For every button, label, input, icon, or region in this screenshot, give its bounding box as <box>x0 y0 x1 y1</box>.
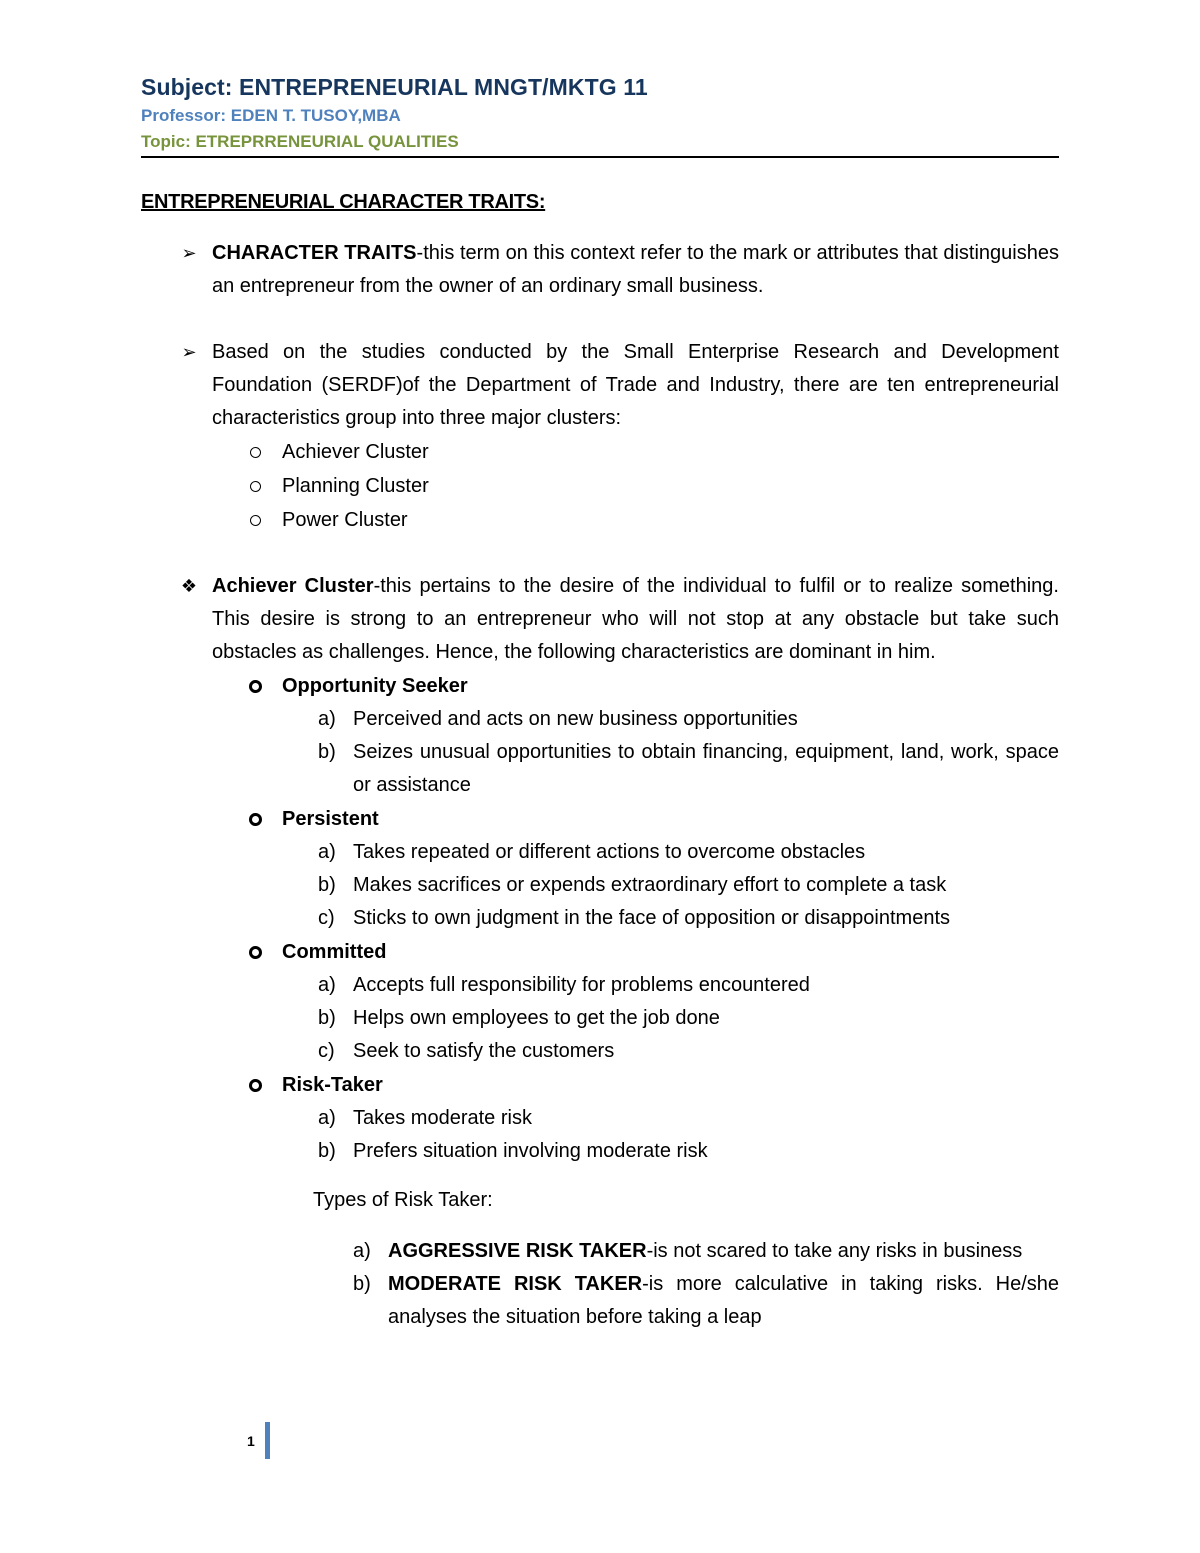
item-marker: b) <box>353 1273 371 1295</box>
item-text: Helps own employees to get the job done <box>353 1007 720 1029</box>
trait-item <box>141 902 1059 935</box>
circle-bullet-icon <box>245 935 265 969</box>
item-text: Accepts full responsibility for problems encountered <box>353 974 810 996</box>
risk-type-item <box>141 1235 1059 1268</box>
section-title: ENTREPRENEURIAL CHARACTER TRAITS: <box>141 191 546 213</box>
cluster-item <box>141 469 1059 503</box>
item-marker: a) <box>318 708 336 730</box>
item-marker: c) <box>318 1040 335 1062</box>
diamond-bullet-icon: ❖ <box>180 576 198 596</box>
trait-item <box>141 1102 1059 1135</box>
item-text: Perceived and acts on new business opportunities <box>353 708 798 730</box>
item-text: Seek to satisfy the customers <box>353 1040 615 1062</box>
trait-heading <box>141 1068 1059 1102</box>
item-marker: b) <box>318 741 336 763</box>
item-text: Makes sacrifices or expends extraordinary effort to complete a task <box>353 874 947 896</box>
item-marker: c) <box>318 907 335 929</box>
cluster-label: Power Cluster <box>282 509 408 531</box>
circle-shape <box>249 813 262 826</box>
risk-type-text: -is more calculative in taking risks. He/she analyses the situation before taking a leap <box>388 1273 1059 1328</box>
item-marker: a) <box>318 974 336 996</box>
circle-shape <box>249 680 262 693</box>
term-achiever-cluster: Achiever Cluster <box>212 575 374 597</box>
circle-bullet-icon <box>245 802 265 836</box>
header-topic: Topic: ETREPRRENEURIAL QUALITIES <box>141 132 459 151</box>
trait-name: Committed <box>282 941 387 963</box>
item-marker: a) <box>318 841 336 863</box>
risk-type-list <box>141 1235 1059 1334</box>
risk-type-item <box>141 1268 1059 1334</box>
trait-heading <box>141 802 1059 836</box>
arrow-bullet-icon: ➢ <box>181 342 197 362</box>
circle-shape <box>250 481 261 492</box>
circle-bullet-icon <box>245 503 265 537</box>
item-text: Seizes unusual opportunities to obtain financing, equipment, land, work, space or assistance <box>353 741 1059 796</box>
arrow-bullet-icon: ➢ <box>181 243 197 263</box>
item-text: Takes repeated or different actions to overcome obstacles <box>353 841 866 863</box>
circle-shape <box>250 515 261 526</box>
trait-name: Persistent <box>282 808 379 830</box>
trait-name: Opportunity Seeker <box>282 675 468 697</box>
circle-bullet-icon <box>245 469 265 503</box>
item-text: Prefers situation involving moderate risk <box>353 1140 708 1162</box>
item-marker: a) <box>353 1240 371 1262</box>
trait-item <box>141 1035 1059 1068</box>
risk-type-text: -is not scared to take any risks in business <box>646 1240 1023 1262</box>
circle-bullet-icon <box>245 1068 265 1102</box>
cluster-item <box>141 503 1059 537</box>
risk-types-label: Types of Risk Taker: <box>313 1189 493 1211</box>
paragraph-serdf <box>141 336 1059 435</box>
paragraph-achiever-cluster <box>141 570 1059 669</box>
trait-item <box>141 1135 1059 1168</box>
document-header <box>141 72 1059 158</box>
trait-item <box>141 969 1059 1002</box>
document-body <box>141 186 1059 1334</box>
item-text: Sticks to own judgment in the face of opposition or disappointments <box>353 907 951 929</box>
header-subject: Subject: ENTREPRENEURIAL MNGT/MKTG 11 <box>141 74 648 100</box>
trait-name: Risk-Taker <box>282 1074 383 1096</box>
trait-item <box>141 703 1059 736</box>
risk-type-term: MODERATE RISK TAKER <box>388 1273 643 1295</box>
circle-shape <box>249 1079 262 1092</box>
cluster-label: Achiever Cluster <box>282 441 429 463</box>
trait-list <box>141 669 1059 1168</box>
trait-item <box>141 836 1059 869</box>
cluster-label: Planning Cluster <box>282 475 429 497</box>
item-marker: b) <box>318 874 336 896</box>
cluster-item <box>141 435 1059 469</box>
achiever-text: -this pertains to the desire of the individual to fulfil or to realize something. This desire is strong to an entrepreneur who will not stop at any obstacle but take such obstacles as challenges. Hence, the following characteristics are dominant in him. <box>212 575 1059 663</box>
header-professor: Professor: EDEN T. TUSOY,MBA <box>141 106 401 125</box>
page-number: 1 <box>247 1433 255 1449</box>
paragraph-character-traits <box>141 237 1059 303</box>
trait-item <box>141 1002 1059 1035</box>
item-marker: b) <box>318 1140 336 1162</box>
trait-heading <box>141 669 1059 703</box>
definition-text: -this term on this context refer to the mark or attributes that distinguishes an entrepreneur from the owner of an ordinary small business. <box>212 242 1059 297</box>
circle-shape <box>250 447 261 458</box>
serdf-text: Based on the studies conducted by the Small Enterprise Research and Development Foundation (SERDF)of the Department of Trade and Industry, there are ten entrepreneurial characteristics group into three major clusters: <box>212 341 1059 429</box>
trait-heading <box>141 935 1059 969</box>
term-character-traits: CHARACTER TRAITS <box>212 242 417 264</box>
circle-shape <box>249 946 262 959</box>
document-page <box>141 0 1059 1553</box>
circle-bullet-icon <box>245 669 265 703</box>
page-number-bar <box>265 1422 270 1459</box>
item-marker: b) <box>318 1007 336 1029</box>
risk-type-term: AGGRESSIVE RISK TAKER <box>388 1240 647 1262</box>
trait-item <box>141 736 1059 802</box>
cluster-list <box>141 435 1059 537</box>
trait-item <box>141 869 1059 902</box>
circle-bullet-icon <box>245 435 265 469</box>
item-marker: a) <box>318 1107 336 1129</box>
item-text: Takes moderate risk <box>353 1107 532 1129</box>
